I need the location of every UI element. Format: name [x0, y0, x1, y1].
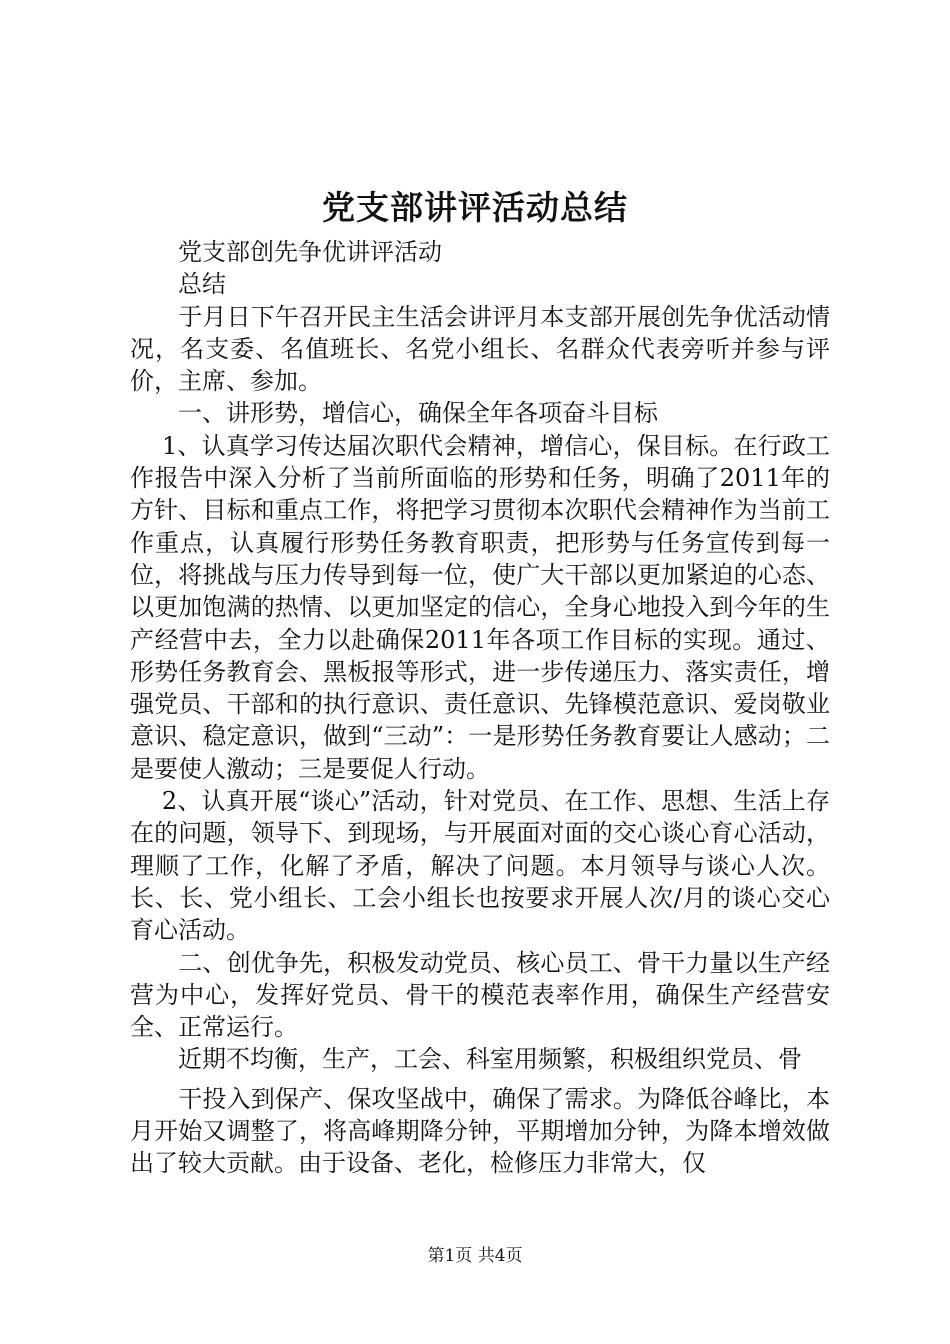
paragraph: 一、讲形势，增信心，确保全年各项奋斗目标 [130, 399, 658, 428]
paragraph: 总结 [130, 270, 226, 299]
paragraph: 干投入到保产、保攻坚战中，确保了需求。为降低谷峰比，本月开始又调整了，将高峰期降分钟，平期增加分钟，为降本增效做出了较大贡献。由于设备、老化，检修压力非常大，仅 [130, 1084, 830, 1178]
paragraph: 1、认真学习传达届次职代会精神，增信心，保目标。在行政工作报告中深入分析了当前所面临的形势和任务，明确了2011年的方针、目标和重点工作，将把学习贯彻本次职代会精神作为当前工作重点，认真履行形势任务教育职责，把形势与任务宣传到每一位，将挑战与压力传导到每一位，使广大干部以更加紧迫的心态、以更加饱满的热情、以更加坚定的信心，全身心地投入到今年的生产经营中去，全力以赴确保2011年各项工作目标的实现。通过、形势任务教育会、黑板报等形式，进一步传递压力、落实责任，增强党员、干部和的执行意识、责任意识、先锋模范意识、爱岗敬业意识、稳定意识，做到“三动”：一是形势任务教育要让人感动；二是要使人激动；三是要促人行动。 [130, 431, 830, 783]
document-body [130, 236, 830, 1180]
paragraph: 二、创优争先，积极发动党员、核心员工、骨干力量以生产经营为中心，发挥好党员、骨干的模范表率作用，确保生产经营安全、正常运行。 [130, 948, 830, 1042]
paragraph: 于月日下午召开民主生活会讲评月本支部开展创先争优活动情况，名支委、名值班长、名党小组长、名群众代表旁听并参与评价，主席、参加。 [130, 302, 830, 396]
paragraph: 近期不均衡，生产，工会、科室用频繁，积极组织党员、骨 [130, 1045, 802, 1074]
paragraph: 2、认真开展“谈心”活动，针对党员、在工作、思想、生活上存在的问题，领导下、到现场，与开展面对面的交心谈心育心活动，理顺了工作，化解了矛盾，解决了问题。本月领导与谈心人次。长、长、党小组长、工会小组长也按要求开展人次/月的谈心交心育心活动。 [130, 787, 830, 945]
page-footer: 第1页 共4页 [427, 1246, 523, 1266]
paragraph: 党支部创先争优讲评活动 [130, 238, 442, 266]
document-title: 党支部讲评活动总结 [322, 188, 628, 227]
